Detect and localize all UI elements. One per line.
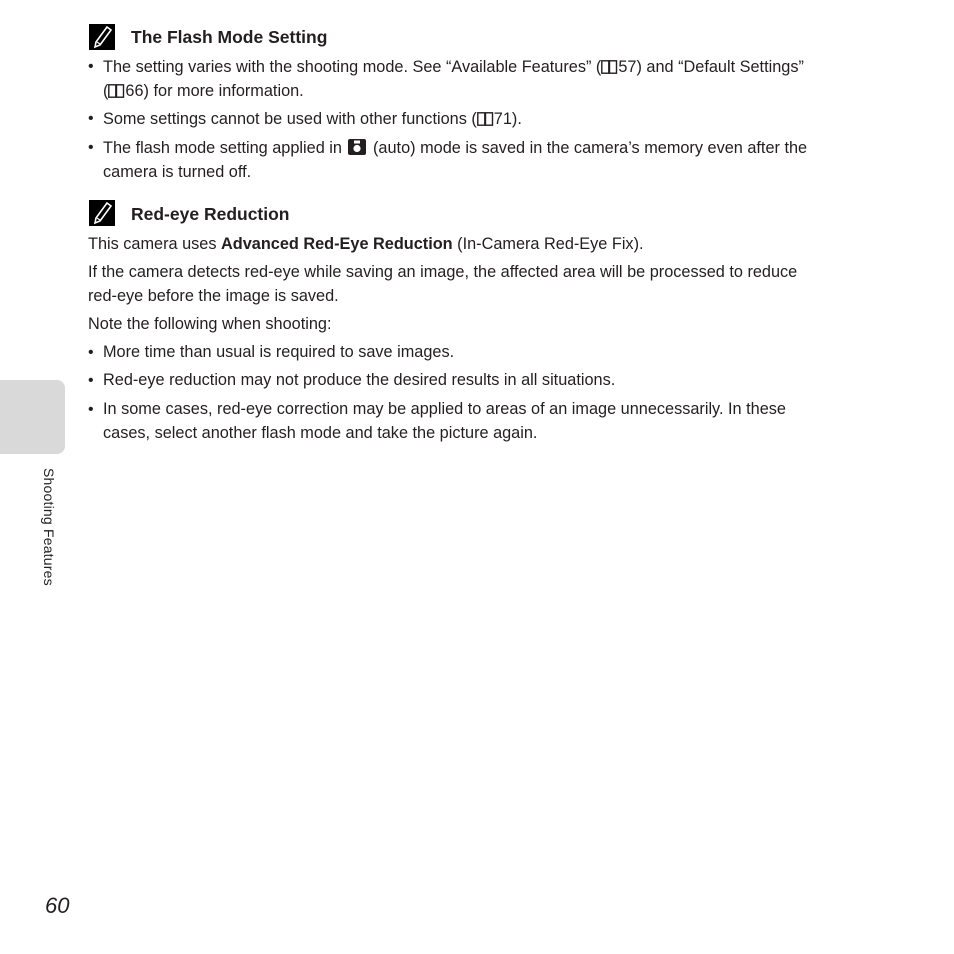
bullet-dot: •: [88, 401, 94, 418]
section-heading-red-eye: Red-eye Reduction: [131, 204, 290, 224]
reference-book-icon: [601, 60, 618, 74]
intro-paragraph: This camera uses Advanced Red-Eye Reduction (In-Camera Red-Eye Fix).: [88, 235, 644, 253]
bullet-dot: •: [88, 58, 94, 75]
side-tab: [0, 380, 65, 454]
bullet-text: More time than usual is required to save images.: [103, 343, 455, 361]
page-number: 60: [45, 893, 70, 918]
pencil-note-icon: [89, 200, 115, 226]
bullet-dot: •: [88, 344, 94, 361]
side-tab-label: Shooting Features: [41, 468, 57, 586]
reference-book-icon: [108, 84, 125, 98]
bullet-text: The setting varies with the shooting mode. See “Available Features” ( 57) and “Default Settings”: [103, 58, 804, 76]
reference-book-icon: [477, 112, 494, 126]
bullet-text-continued: camera is turned off.: [103, 163, 252, 181]
paragraph-line: Note the following when shooting:: [88, 315, 332, 333]
bullet-dot: •: [88, 110, 94, 127]
bullet-dot: •: [88, 372, 94, 389]
camera-auto-icon: [348, 139, 366, 155]
bullet-dot: •: [88, 139, 94, 156]
section-heading-flash-mode: The Flash Mode Setting: [131, 27, 328, 47]
bullet-text: The flash mode setting applied in (auto) mode is saved in the camera’s memory even after the: [103, 139, 808, 157]
bullet-text: Red-eye reduction may not produce the desired results in all situations.: [103, 371, 616, 389]
paragraph-line: red-eye before the image is saved.: [88, 287, 339, 305]
bullet-text-continued: ( 66) for more information.: [103, 82, 304, 100]
bullet-text-continued: cases, select another flash mode and take the picture again.: [103, 424, 538, 442]
bullet-text: In some cases, red-eye correction may be applied to areas of an image unnecessarily. In these: [103, 400, 786, 418]
paragraph-line: If the camera detects red-eye while saving an image, the affected area will be processed to reduce: [88, 263, 798, 281]
pencil-note-icon: [89, 24, 115, 50]
bullet-text: Some settings cannot be used with other functions ( 71).: [103, 110, 522, 128]
